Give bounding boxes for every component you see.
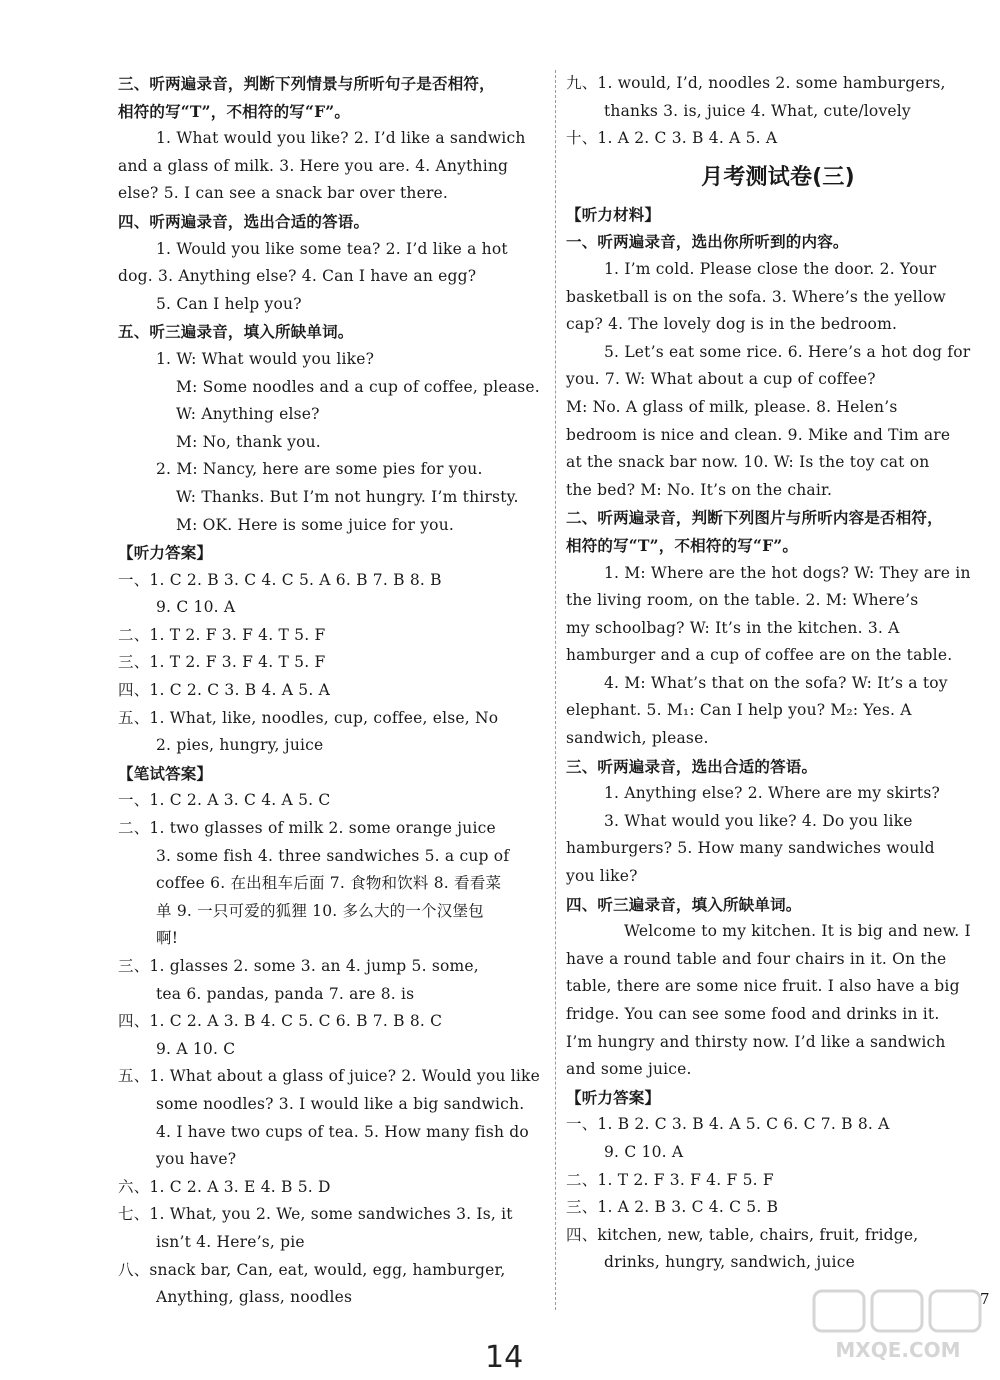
left-line: 二、1. T 2. F 3. F 4. T 5. F — [118, 625, 326, 644]
right-line: 三、1. A 2. B 3. C 4. C 5. B — [566, 1198, 779, 1217]
right-line: you. 7. W: What about a cup of coffee? — [566, 370, 876, 389]
left-line: 啊! — [156, 929, 179, 948]
right-line: basketball is on the sofa. 3. Where’s the yellow — [566, 287, 946, 306]
left-line: you have? — [156, 1150, 237, 1169]
right-line: the bed? M: No. It’s on the chair. — [566, 480, 833, 499]
left-line: 2. pies, hungry, juice — [156, 736, 324, 755]
left-line: 三、1. T 2. F 3. F 4. T 5. F — [118, 653, 326, 672]
right-line: 5. Let’s eat some rice. 6. Here’s a hot dog for — [604, 342, 971, 361]
left-line: 六、1. C 2. A 3. E 4. B 5. D — [118, 1177, 331, 1196]
right-line: sandwich, please. — [566, 729, 709, 748]
left-line: M: OK. Here is some juice for you. — [176, 515, 455, 534]
left-line: W: Anything else? — [176, 405, 320, 424]
right-line: M: No. A glass of milk, please. 8. Helen’s — [566, 397, 898, 416]
left-line: 四、1. C 2. A 3. B 4. C 5. C 6. B 7. B 8. C — [118, 1012, 443, 1031]
right-line: 1. Anything else? 2. Where are my skirts? — [604, 784, 940, 803]
left-line: 五、1. What, like, noodles, cup, coffee, else, No — [118, 708, 499, 727]
left-line: tea 6. pandas, panda 7. are 8. is — [156, 984, 415, 1003]
right-line: 二、听两遍录音，判断下列图片与所听内容是否相符， — [566, 508, 943, 528]
left-line: M: Some noodles and a cup of coffee, please. — [176, 377, 540, 396]
column-divider — [555, 70, 556, 1310]
right-line: 【听力材料】 — [566, 204, 661, 224]
right-line: elephant. 5. M₁: Can I help you? M₂: Yes. A — [566, 701, 912, 720]
left-line: 二、1. two glasses of milk 2. some orange juice — [118, 819, 496, 838]
left-line: 三、1. glasses 2. some 3. an 4. jump 5. some, — [118, 957, 479, 975]
right-line: 四、听三遍录音，填入所缺单词。 — [566, 894, 802, 914]
left-line: 五、1. What about a glass of juice? 2. Would you like — [118, 1067, 541, 1086]
right-line: fridge. You can see some food and drinks in it. — [566, 1005, 940, 1023]
right-line: have a round table and four chairs in it. On the — [566, 949, 947, 968]
right-body — [566, 201, 990, 1277]
left-line: 相符的写“T”，不相符的写“F”。 — [118, 101, 351, 121]
left-line: 单 9. 一只可爱的狐狸 10. 多么大的一个汉堡包 — [156, 901, 484, 920]
left-line: 3. some fish 4. three sandwiches 5. a cup of — [156, 846, 510, 865]
left-line: 一、1. C 2. A 3. C 4. A 5. C — [118, 791, 331, 810]
right-column — [566, 70, 990, 1277]
right-line: 四、kitchen, new, table, chairs, fruit, fridge, — [566, 1225, 919, 1244]
left-line: else? 5. I can see a snack bar over there. — [118, 184, 449, 203]
right-line: 1. M: Where are the hot dogs? W: They are in — [604, 563, 971, 582]
left-line: 五、听三遍录音，填入所缺单词。 — [118, 322, 354, 342]
right-line: and some juice. — [566, 1060, 692, 1079]
right-line: bedroom is nice and clean. 9. Mike and Tim are — [566, 425, 951, 444]
right-line: 3. What would you like? 4. Do you like — [604, 811, 913, 830]
left-line: 4. I have two cups of tea. 5. How many fish do — [156, 1122, 529, 1141]
right-line: table, there are some nice fruit. I also have a big — [566, 977, 960, 996]
right-line: 4. M: What’s that on the sofa? W: It’s a toy — [604, 673, 948, 692]
right-line: 1. I’m cold. Please close the door. 2. Your — [604, 259, 937, 278]
right-line: hamburgers? 5. How many sandwiches would — [566, 839, 935, 858]
left-line: isn’t 4. Here’s, pie — [156, 1232, 305, 1251]
left-line: 9. A 10. C — [156, 1039, 236, 1058]
left-line: 【笔试答案】 — [118, 763, 213, 783]
right_top-line: 九、1. would, I’d, noodles 2. some hamburgers, — [566, 74, 946, 92]
right-line: 【听力答案】 — [566, 1087, 661, 1107]
left-line: 七、1. What, you 2. We, some sandwiches 3. Is, it — [118, 1205, 513, 1224]
left-line: 2. M: Nancy, here are some pies for you. — [156, 460, 483, 479]
section-title: 月考测试卷(三) — [701, 164, 855, 190]
right_top-line: thanks 3. is, juice 4. What, cute/lovely — [604, 101, 911, 120]
right-line: you like? — [566, 867, 638, 886]
left-column — [118, 70, 548, 1312]
right-line: hamburger and a cup of coffee are on the table. — [566, 646, 953, 665]
left-line: and a glass of milk. 3. Here you are. 4. Anything — [118, 156, 509, 175]
right-line: drinks, hungry, sandwich, juice — [604, 1253, 855, 1272]
left-line: 四、1. C 2. C 3. B 4. A 5. A — [118, 681, 330, 700]
left-line: coffee 6. 在出租车后面 7. 食物和饮料 8. 看看菜 — [156, 874, 502, 893]
right_top-line: 十、1. A 2. C 3. B 4. A 5. A — [566, 129, 778, 148]
left-line: 5. Can I help you? — [156, 294, 302, 313]
left-line: 1. Would you like some tea? 2. I’d like a hot — [156, 239, 508, 258]
right-line: cap? 4. The lovely dog is in the bedroom. — [566, 315, 898, 334]
right-line: the living room, on the table. 2. M: Where’s — [566, 591, 919, 610]
right-top-answers — [566, 70, 990, 153]
left-line: 一、1. C 2. B 3. C 4. C 5. A 6. B 7. B 8. B — [118, 570, 442, 589]
left-line: M: No, thank you. — [176, 432, 321, 451]
right-line: at the snack bar now. 10. W: Is the toy cat on — [566, 453, 930, 472]
left-line: 三、听两遍录音，判断下列情景与所听句子是否相符， — [118, 74, 495, 93]
left-line: 9. C 10. A — [156, 598, 236, 617]
left-line: dog. 3. Anything else? 4. Can I have an egg? — [118, 267, 477, 286]
right-line: 二、1. T 2. F 3. F 4. F 5. F — [566, 1170, 774, 1189]
page-number: 7 — [980, 1290, 990, 1308]
left-line: 1. W: What would you like? — [156, 349, 375, 368]
svg-text:MXQE.COM: MXQE.COM — [835, 1338, 961, 1362]
right-line: my schoolbag? W: It’s in the kitchen. 3. A — [566, 618, 900, 637]
handwritten-page-mark: 14 — [485, 1340, 524, 1375]
left-line: 1. What would you like? 2. I’d like a sandwich — [156, 129, 526, 148]
right-line: 一、听两遍录音，选出你所听到的内容。 — [566, 232, 849, 252]
left-line: 四、听两遍录音，选出合适的答语。 — [118, 211, 370, 231]
right-line: 三、听两遍录音，选出合适的答语。 — [566, 756, 818, 776]
watermark-logo — [810, 1285, 985, 1365]
right-line: 相符的写“T”，不相符的写“F”。 — [566, 535, 799, 555]
left-line: 【听力答案】 — [118, 543, 213, 563]
right-line: Welcome to my kitchen. It is big and new. I — [624, 922, 971, 941]
right-line: I’m hungry and thirsty now. I’d like a sandwich — [566, 1032, 946, 1051]
left-line: Anything, glass, noodles — [156, 1288, 353, 1307]
right-line: 9. C 10. A — [604, 1142, 684, 1161]
left-line: some noodles? 3. I would like a big sandwich. — [156, 1094, 525, 1113]
left-line: W: Thanks. But I’m not hungry. I’m thirsty. — [176, 487, 519, 506]
left-line: 八、snack bar, Can, eat, would, egg, hamburger, — [118, 1260, 506, 1279]
right-line: 一、1. B 2. C 3. B 4. A 5. C 6. C 7. B 8. A — [566, 1115, 890, 1134]
